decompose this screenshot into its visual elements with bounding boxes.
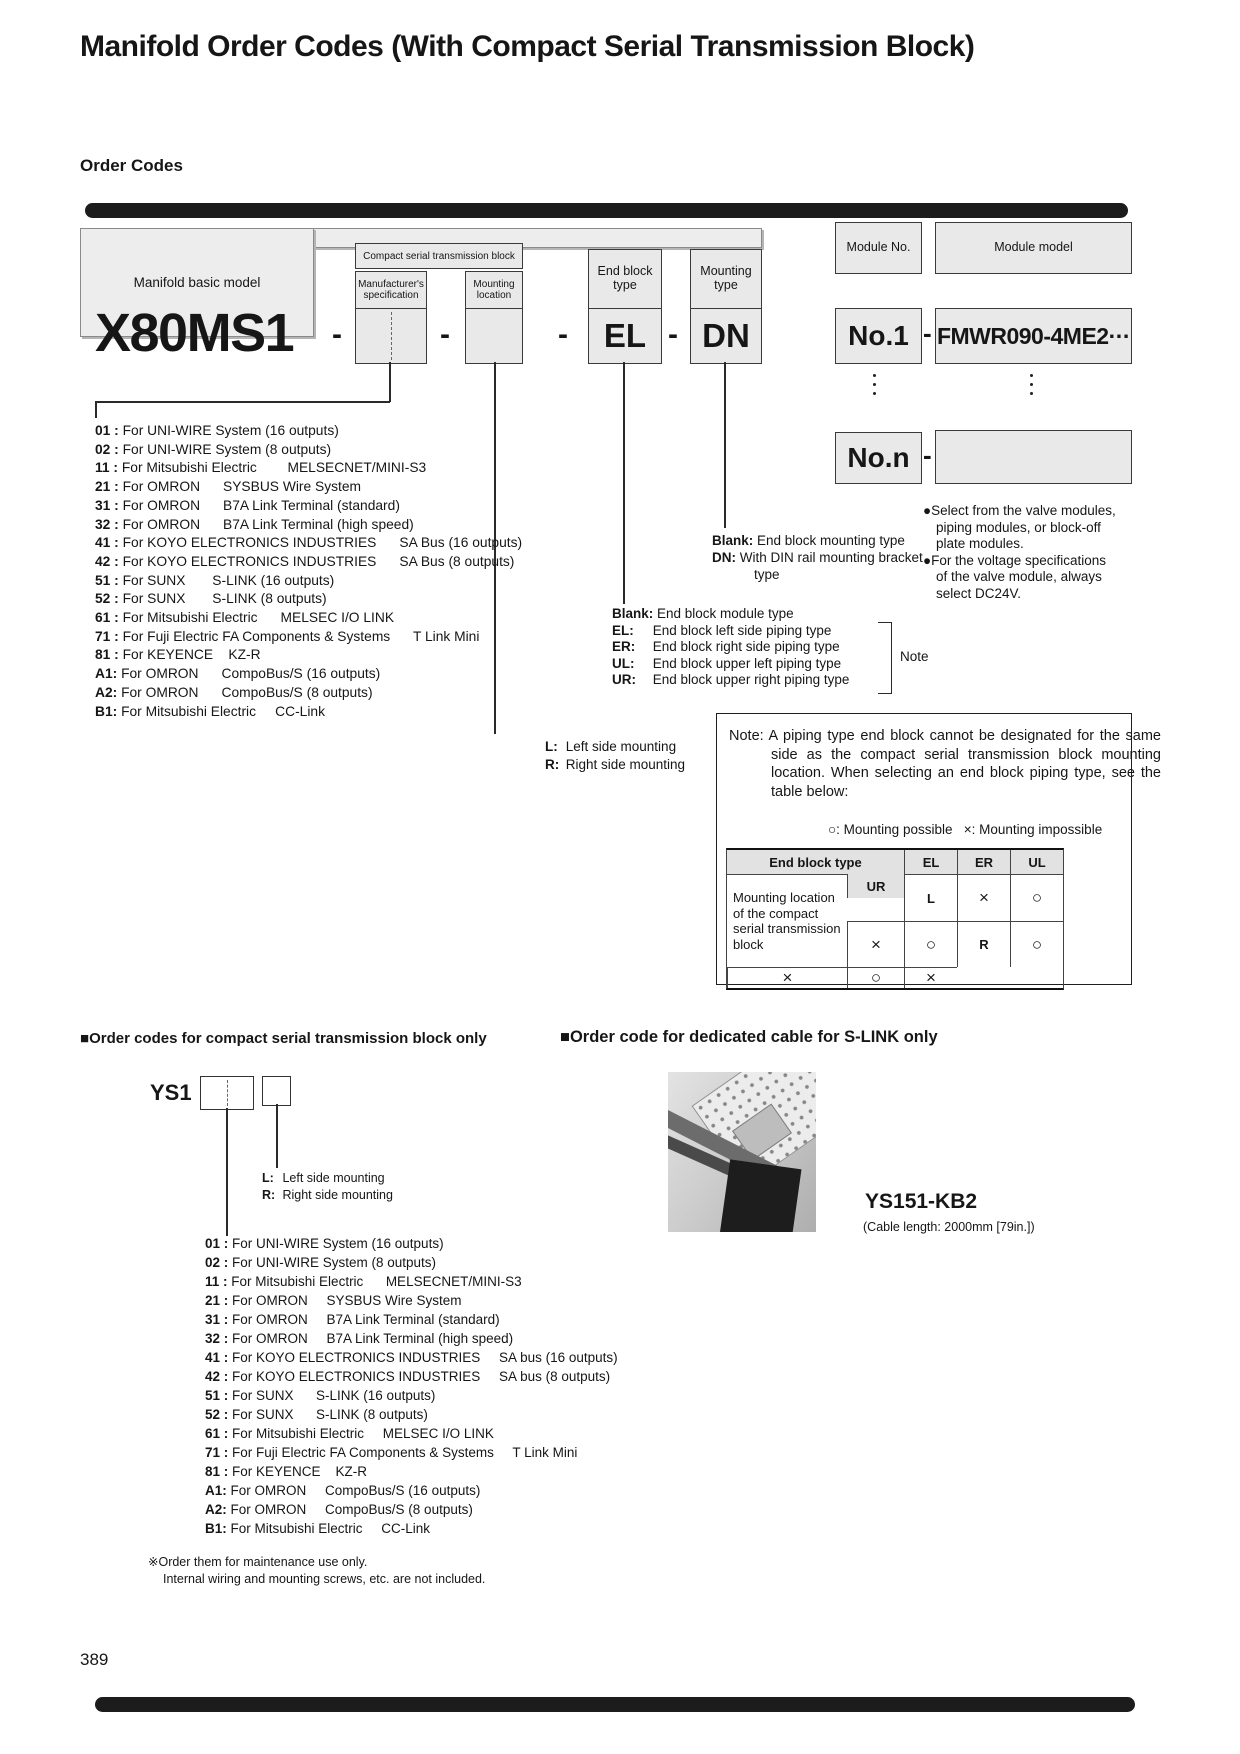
- manufacturer-spec-label: Manufacturer's specification: [358, 279, 424, 301]
- list-item: A1: For OMRON CompoBus/S (16 outputs): [95, 666, 381, 682]
- piping-note-text: [729, 727, 1161, 801]
- connector-line: [95, 401, 97, 418]
- list-item: DN: With DIN rail mounting bracket type: [712, 550, 923, 582]
- list-item: 42 : For KOYO ELECTRONICS INDUSTRIES SA bus (8 outputs): [205, 1369, 611, 1384]
- serial-block-code-list: [205, 1234, 618, 1538]
- list-item: R: Right side mounting: [545, 757, 686, 772]
- list-item: 52 : For SUNX S-LINK (8 outputs): [95, 591, 327, 607]
- compact-serial-block-label: Compact serial transmission block: [363, 250, 515, 262]
- list-item: 01 : For UNI-WIRE System (16 outputs): [95, 423, 339, 438]
- table-row-group-label: Mounting location of the compact serial transmission block: [727, 874, 847, 967]
- table-cell-l-ur: ○: [904, 921, 957, 967]
- module-no-label: Module No.: [846, 240, 911, 255]
- manufacturer-spec-label-box: [355, 271, 427, 309]
- table-legend: [828, 822, 1102, 837]
- cable-length-note: (Cable length: 2000mm [79in.]): [863, 1220, 1035, 1234]
- legend-mounting-impossible: ×: Mounting impossible: [963, 822, 1103, 837]
- code-dash-4: -: [668, 318, 678, 351]
- list-item: A1: For OMRON CompoBus/S (16 outputs): [205, 1483, 481, 1498]
- connector-line: [276, 1104, 278, 1168]
- list-item: 21 : For OMRON SYSBUS Wire System: [205, 1293, 462, 1308]
- list-item: 42 : For KOYO ELECTRONICS INDUSTRIES SA Bus (8 outputs): [95, 553, 515, 569]
- note-bracket-label: Note: [900, 649, 929, 664]
- footnote-line2: Internal wiring and mounting screws, etc. are not included.: [163, 1572, 486, 1586]
- table-cell-l-ul: ×: [847, 921, 904, 967]
- note-prefix: Note:: [729, 728, 764, 744]
- list-item: Blank: End block module type: [612, 606, 794, 621]
- ys1-spec-box: [200, 1076, 254, 1110]
- code-box-divider: [391, 312, 392, 360]
- list-item: L: Left side mounting: [262, 1171, 385, 1185]
- list-item: UL: End block upper left piping type: [612, 655, 842, 671]
- note-body: A piping type end block cannot be designated for the same side as the compact serial transmission block mounting location. When selecting an end block piping type, see the table below:: [763, 728, 1161, 800]
- table-header-er: ER: [957, 850, 1010, 874]
- compatibility-table: [726, 848, 1064, 990]
- end-block-type-note: [612, 606, 849, 689]
- list-item: 51 : For SUNX S-LINK (16 outputs): [95, 572, 335, 588]
- list-item: 32 : For OMRON B7A Link Terminal (high speed): [205, 1331, 514, 1346]
- list-item: 31 : For OMRON B7A Link Terminal (standard): [205, 1312, 500, 1327]
- list-item: 61 : For Mitsubishi Electric MELSEC I/O LINK: [205, 1426, 494, 1441]
- section-rule-bar: [85, 203, 1128, 218]
- mounting-location-label: Mounting location: [473, 279, 515, 301]
- manifold-spec-code-list: [95, 422, 522, 721]
- connector-line: [389, 362, 391, 402]
- list-item: 61 : For Mitsubishi Electric MELSEC I/O LINK: [95, 610, 395, 626]
- mounting-type-note: [712, 532, 952, 583]
- list-item: 81 : For KEYENCE KZ-R: [205, 1464, 368, 1479]
- list-item: UR: End block upper right piping type: [612, 672, 850, 687]
- list-item: Blank: End block mounting type: [712, 533, 905, 548]
- note-bracket: [878, 622, 892, 694]
- list-item: 71 : For Fuji Electric FA Components & Systems T Link Mini: [205, 1445, 578, 1460]
- list-item: 02 : For UNI-WIRE System (8 outputs): [205, 1255, 437, 1270]
- connector-line: [724, 362, 726, 528]
- list-item: 41 : For KOYO ELECTRONICS INDUSTRIES SA Bus (16 outputs): [95, 535, 523, 551]
- table-header-ur: UR: [847, 874, 904, 898]
- table-row-l-label: L: [904, 874, 957, 921]
- vertical-ellipsis: [1030, 374, 1033, 395]
- module-model-label: Module model: [994, 240, 1073, 255]
- ys1-mounting-location-note: [262, 1170, 393, 1204]
- end-block-type-label: End block type: [597, 264, 653, 292]
- cable-shadow-image: [719, 1159, 802, 1232]
- list-item: 11 : For Mitsubishi Electric MELSECNET/MINI-S3: [95, 460, 427, 476]
- list-item: 11 : For Mitsubishi Electric MELSECNET/MINI-S3: [205, 1274, 522, 1289]
- footnote-line1: ※Order them for maintenance use only.: [148, 1555, 368, 1569]
- list-item: ●Select from the valve modules, piping modules, or block-off plate modules.: [923, 503, 1116, 551]
- cable-section-heading-text: Order code for dedicated cable for S-LINK only: [569, 1028, 938, 1046]
- list-item: 21 : For OMRON SYSBUS Wire System: [95, 479, 362, 495]
- mounting-location-note: [545, 738, 685, 774]
- list-item: A2: For OMRON CompoBus/S (8 outputs): [95, 684, 373, 700]
- connector-line: [623, 362, 625, 604]
- manifold-basic-model-label: Manifold basic model: [133, 275, 261, 290]
- cable-model-code: YS151-KB2: [865, 1190, 978, 1213]
- mounting-type-label: Mounting type: [700, 264, 752, 292]
- table-header-el: EL: [904, 850, 957, 874]
- page-title: Manifold Order Codes (With Compact Serial Transmission Block): [80, 30, 975, 63]
- list-item: 41 : For KOYO ELECTRONICS INDUSTRIES SA bus (16 outputs): [205, 1350, 618, 1365]
- list-item: 31 : For OMRON B7A Link Terminal (standard): [95, 497, 400, 513]
- module-no-label-box: [835, 222, 922, 274]
- code-dash-2: -: [440, 318, 450, 351]
- table-cell-r-ur: ×: [904, 967, 957, 988]
- connector-line: [226, 1108, 228, 1236]
- table-cell-r-ul: ○: [847, 967, 904, 988]
- list-item: 51 : For SUNX S-LINK (16 outputs): [205, 1388, 436, 1403]
- list-item: EL: End block left side piping type: [612, 622, 832, 638]
- section-marker-icon: ■: [560, 1028, 570, 1046]
- page-number: 389: [80, 1650, 109, 1669]
- table-header-end-block-type: End block type: [727, 850, 904, 874]
- module-dash-n: -: [923, 440, 932, 470]
- manufacturer-spec-code-box: [355, 308, 427, 364]
- table-cell-r-el: ○: [1010, 921, 1063, 967]
- footer-rule-bar: [95, 1697, 1135, 1712]
- code-dash-1: -: [332, 318, 342, 351]
- list-item: 02 : For UNI-WIRE System (8 outputs): [95, 441, 332, 457]
- ys1-location-box: [262, 1076, 291, 1106]
- table-header-ul: UL: [1010, 850, 1063, 874]
- legend-mounting-possible: ○: Mounting possible: [828, 822, 953, 837]
- cable-photo: [668, 1072, 816, 1232]
- base-model-code: X80MS1: [95, 303, 294, 363]
- table-row-r-label: R: [957, 921, 1010, 967]
- list-item: B1: For Mitsubishi Electric CC-Link: [95, 703, 325, 719]
- footnote: [148, 1554, 485, 1588]
- module-model1-box: FMWR090-4ME2···: [935, 308, 1132, 364]
- list-item: B1: For Mitsubishi Electric CC-Link: [205, 1521, 431, 1536]
- module-selection-notes: [923, 503, 1119, 602]
- list-item: A2: For OMRON CompoBus/S (8 outputs): [205, 1502, 473, 1517]
- list-item: 71 : For Fuji Electric FA Components & Systems T Link Mini: [95, 628, 480, 644]
- serial-section-heading: [80, 1030, 487, 1047]
- module-dash-1: -: [923, 318, 932, 348]
- piping-note-box: [716, 713, 1161, 987]
- list-item: 81 : For KEYENCE KZ-R: [95, 647, 261, 663]
- vertical-ellipsis: [873, 374, 876, 395]
- list-item: R: Right side mounting: [262, 1188, 393, 1202]
- mounting-type-label-box: [690, 249, 762, 309]
- module-model-label-box: [935, 222, 1132, 274]
- module-non-box: No.n: [835, 432, 922, 484]
- list-item: 32 : For OMRON B7A Link Terminal (high speed): [95, 516, 414, 532]
- cable-section-heading: [560, 1028, 938, 1047]
- module-no1-box: No.1: [835, 308, 922, 364]
- section-marker-icon: ■: [80, 1030, 90, 1047]
- table-cell-r-er: ×: [727, 967, 847, 988]
- mounting-location-code-box: [465, 308, 523, 364]
- serial-section-heading-text: Order codes for compact serial transmission block only: [89, 1030, 487, 1047]
- end-block-type-label-box: [588, 249, 662, 309]
- code-dash-3: -: [558, 318, 568, 351]
- list-item: L: Left side mounting: [545, 739, 677, 754]
- list-item: 01 : For UNI-WIRE System (16 outputs): [205, 1236, 444, 1251]
- mounting-location-label-box: [465, 271, 523, 309]
- table-cell-l-el: ×: [957, 874, 1010, 921]
- table-cell-l-er: ○: [1010, 874, 1063, 921]
- section-heading: Order Codes: [80, 156, 183, 175]
- connector-line: [95, 401, 390, 403]
- module-modeln-box: [935, 430, 1132, 484]
- mounting-code-box: DN: [690, 308, 762, 364]
- list-item: ER: End block right side piping type: [612, 639, 840, 654]
- compact-serial-block-label-box: [355, 243, 523, 269]
- code-box-divider: [227, 1080, 228, 1106]
- list-item: 52 : For SUNX S-LINK (8 outputs): [205, 1407, 428, 1422]
- end-block-code-box: EL: [588, 308, 662, 364]
- list-item: ●For the voltage specifications of the valve module, always select DC24V.: [923, 552, 1106, 601]
- ys1-code-prefix: YS1: [150, 1080, 192, 1105]
